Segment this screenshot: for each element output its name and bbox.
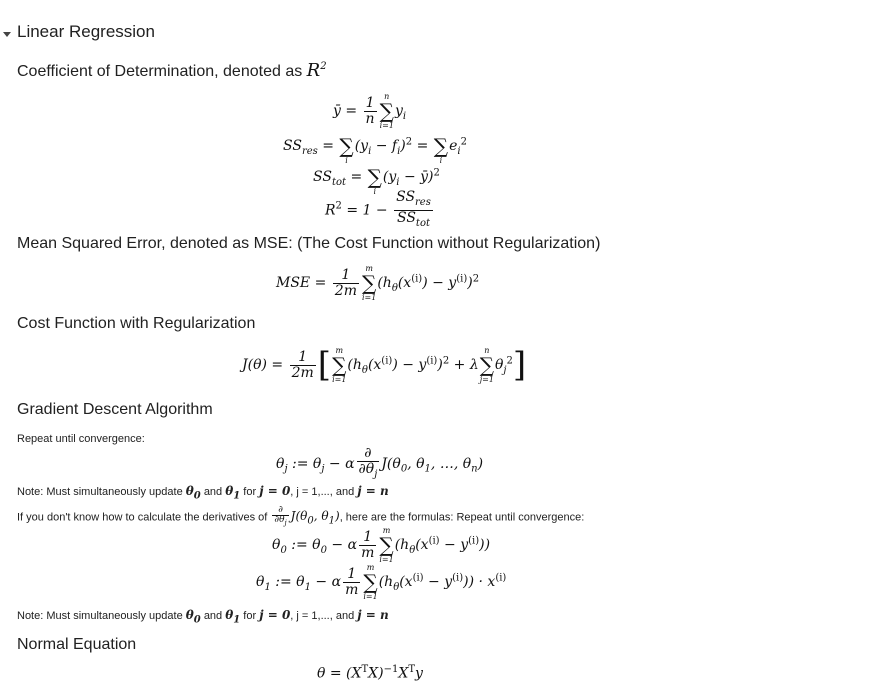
normal-heading: Normal Equation <box>17 636 137 653</box>
deriv-prefix: If you don't know how to calculate the derivatives of <box>17 511 268 524</box>
note-prefix: Note: Must simultaneously update <box>17 486 183 498</box>
formula-gd: $\theta_j$ := $\theta_j - \alpha$ $\frac{\partial}{\partial\theta_j}$ $J(\theta_0$, $\theta_1$, …, $\theta_n$) <box>276 445 484 480</box>
collapse-caret-icon[interactable] <box>3 32 11 37</box>
gd-repeat-text: Repeat until convergence: <box>17 433 145 445</box>
formula-theta0: $\theta_0$ := $\theta_0 - \alpha$ $\frac{1}{m}$ m ∑ i=1 $(h_\theta(x^{(i)} - y^{(i)}))$ <box>272 526 491 564</box>
note-middle: , j = 1,..., and <box>290 486 355 498</box>
formula-ybar: ȳ = $\frac{1}{n}$ n ∑ i=1 $y_i$ <box>333 92 407 130</box>
formula-sstot: $SS_{tot}$ = ∑ i ($y_i$ − ȳ)$^2$ <box>313 165 440 196</box>
r2-heading-exp: 2 <box>320 61 327 72</box>
gd-note-2: Note: Must simultaneously update $\theta_0$ and $\theta_1$ for j = 0, j = 1,..., and j = n <box>17 608 389 626</box>
note-for: for <box>243 610 257 622</box>
note-for: for <box>243 486 257 498</box>
note-and: and <box>203 610 223 622</box>
note-middle: , j = 1,..., and <box>290 610 355 622</box>
note-and: and <box>203 486 223 498</box>
formula-mse: MSE = $\frac{1}{2m}$ m ∑ i=1 $(h_\theta(x^{(i)}) - y^{(i)})^2$ <box>276 264 480 302</box>
mse-heading: Mean Squared Error, denoted as MSE: (The Cost Function without Regularization) <box>17 235 601 252</box>
formula-theta1: $\theta_1$ := $\theta_1 - \alpha$ $\frac{1}{m}$ m ∑ i=1 $(h_\theta(x^{(i)} - y^{(i)})) \cdot x^{(i)}$ <box>256 563 507 601</box>
note-prefix: Note: Must simultaneously update <box>17 610 183 622</box>
r2-heading-symbol: R <box>306 60 321 81</box>
gd-deriv-text: If you don't know how to calculate the derivatives of $\frac{\partial}{\partial\theta_j}$ $J(\theta_0$, $\theta_1$), here are the formulas: Repeat until convergence: <box>17 505 585 527</box>
r2-heading <box>17 60 327 81</box>
formula-ssres: $SS_{res}$ = ∑ i $(y_i - f_i)^2$ = ∑ i $e_i^2$ <box>283 134 467 165</box>
formula-normal: $\theta = (X^TX)^{-1}X^Ty$ <box>317 664 423 682</box>
gd-note-1: Note: Must simultaneously update $\theta_0$ and $\theta_1$ for j = 0, j = 1,..., and j = n <box>17 484 389 502</box>
formula-cost-reg: J(θ) = $\frac{1}{2m}$ [ m ∑ i=1 $(h_\theta(x^{(i)}) - y^{(i)})^2 + \lambda$ n ∑ j=1 $\theta_j^2$] <box>242 345 527 385</box>
deriv-suffix: , here are the formulas: Repeat until convergence: <box>339 511 585 524</box>
cost-reg-heading: Cost Function with Regularization <box>17 315 256 332</box>
r2-heading-text: Coefficient of Determination, denoted as <box>17 63 303 80</box>
gd-heading: Gradient Descent Algorithm <box>17 401 213 418</box>
section-title: Linear Regression <box>17 22 155 41</box>
formula-r2: $R^2 = 1$ − $\frac{SS_{res}}{SS_{tot}}$ <box>325 189 431 229</box>
